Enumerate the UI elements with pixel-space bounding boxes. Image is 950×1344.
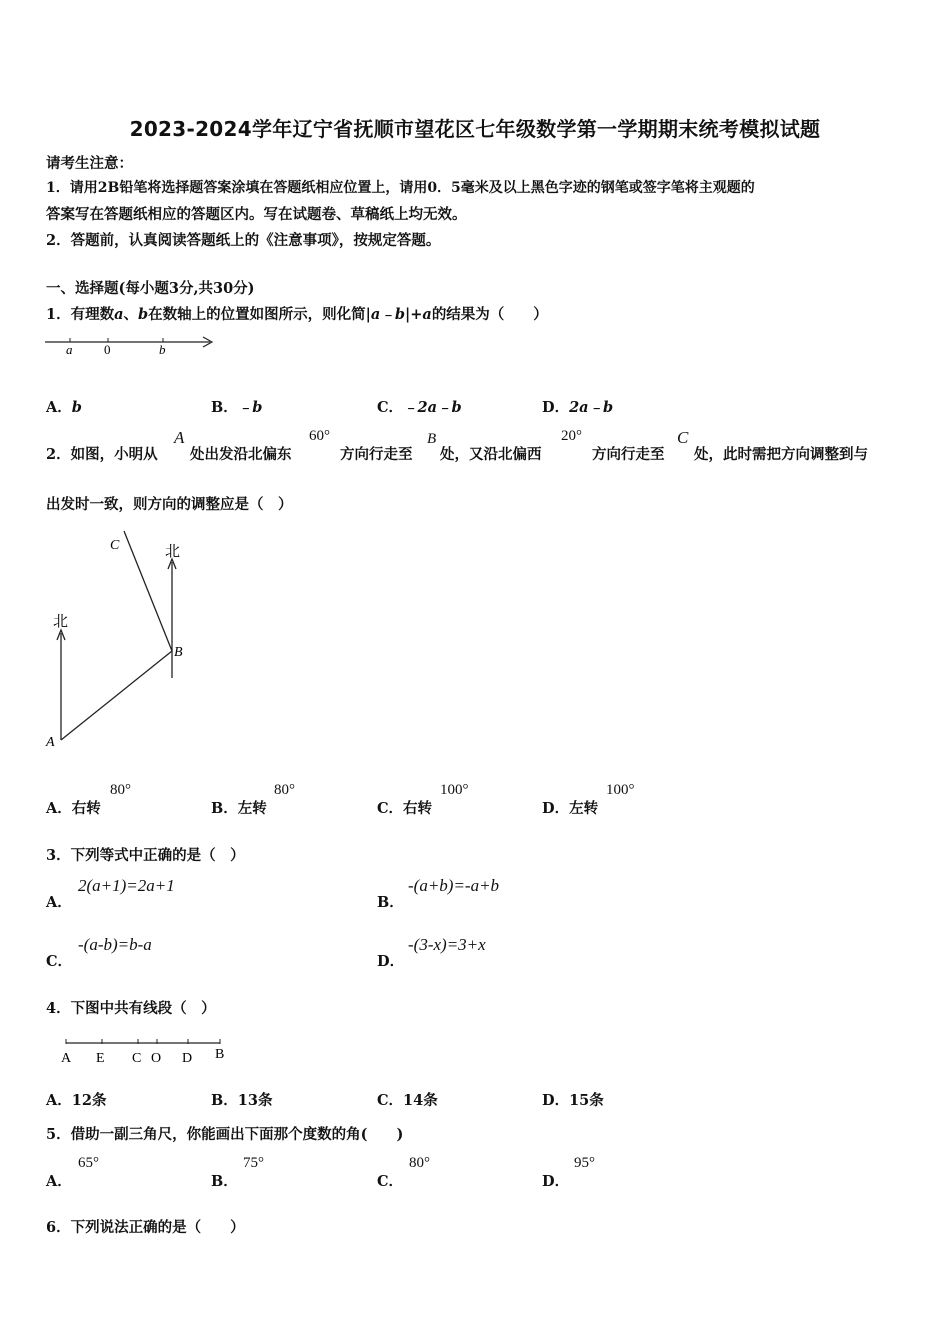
question-1 bbox=[46, 303, 548, 324]
option-label: A．右转 bbox=[46, 800, 101, 817]
option-label: A． bbox=[46, 399, 72, 416]
q2-option-d-degree: 100° bbox=[606, 782, 635, 798]
option-value: 14条 bbox=[403, 1092, 438, 1109]
q3-option-a[interactable]: A． bbox=[46, 894, 72, 911]
point-label-b: B bbox=[174, 645, 183, 660]
q2-line-1-start: 2．如图，小明从 bbox=[46, 446, 158, 463]
q1-text-part: |+ bbox=[404, 306, 423, 323]
direction-figure bbox=[40, 525, 200, 755]
question-6: 6．下列说法正确的是（ ） bbox=[46, 1219, 245, 1236]
question-3: 3．下列等式中正确的是（ ） bbox=[46, 847, 245, 864]
q4-option-d[interactable] bbox=[542, 1089, 604, 1110]
option-label: C． bbox=[377, 399, 404, 416]
q5-option-c-degree: 80° bbox=[409, 1155, 430, 1171]
q3-option-c[interactable]: C． bbox=[46, 953, 73, 970]
q3-option-b[interactable]: B． bbox=[377, 894, 404, 911]
option-label: D． bbox=[542, 1092, 570, 1109]
point-label-a: A bbox=[46, 735, 55, 750]
q2-text-part: 处，又沿北偏西 bbox=[440, 446, 542, 463]
notice-heading: 请考生注意： bbox=[46, 155, 133, 172]
axis-label-zero: 0 bbox=[104, 342, 111, 357]
q3-option-d-expr: -(3-x)=3+x bbox=[408, 935, 486, 954]
q1-text-part: 在数轴上的位置如图所示，则化简| bbox=[148, 306, 371, 323]
notice-line-1: 1．请用2B铅笔将选择题答案涂填在答题纸相应位置上，请用0．5毫米及以上黑色字迹的钢笔或签字笔将主观题的 bbox=[46, 180, 755, 196]
point-label-c: C bbox=[132, 1051, 142, 1066]
option-value: 2a﹣b bbox=[569, 399, 614, 416]
north-label-a: 北 bbox=[53, 614, 69, 630]
option-label: B．左转 bbox=[211, 800, 267, 817]
option-label: B． bbox=[211, 399, 238, 416]
notice-line-3: 2．答题前，认真阅读答题纸上的《注意事项》，按规定答题。 bbox=[46, 232, 441, 249]
q1-text-part: 1．有理数 bbox=[46, 306, 115, 323]
number-line-figure bbox=[40, 326, 220, 362]
q1-var-a: a bbox=[422, 306, 432, 323]
q2-option-a[interactable] bbox=[46, 797, 101, 818]
axis-label-b: b bbox=[159, 342, 166, 357]
q1-option-a[interactable] bbox=[46, 396, 82, 417]
q1-option-b[interactable] bbox=[211, 396, 262, 417]
q3-option-c-expr: -(a-b)=b-a bbox=[78, 935, 152, 954]
q2-option-a-degree: 80° bbox=[110, 782, 131, 798]
q1-expression: a﹣b bbox=[370, 306, 405, 323]
segment-figure bbox=[58, 1036, 238, 1070]
option-label: C． bbox=[377, 1092, 404, 1109]
q2-option-c-degree: 100° bbox=[440, 782, 469, 798]
q3-option-d[interactable]: D． bbox=[377, 953, 405, 970]
option-label: C．右转 bbox=[377, 800, 433, 817]
q4-option-a[interactable] bbox=[46, 1089, 106, 1110]
q1-option-d[interactable] bbox=[542, 396, 613, 417]
q5-option-c[interactable]: C． bbox=[377, 1173, 404, 1190]
point-label-o: O bbox=[151, 1051, 162, 1066]
q2-option-b-degree: 80° bbox=[274, 782, 295, 798]
option-label: D． bbox=[542, 399, 570, 416]
option-value: b bbox=[71, 399, 82, 416]
q1-text-part: 、 bbox=[123, 306, 138, 323]
section-heading: 一、选择题(每小题3分,共30分) bbox=[46, 280, 255, 297]
q5-option-d-degree: 95° bbox=[574, 1155, 595, 1171]
axis-label-a: a bbox=[66, 342, 73, 357]
segment-ab bbox=[61, 651, 172, 740]
option-label: D．左转 bbox=[542, 800, 599, 817]
q2-point-a: A bbox=[174, 428, 185, 447]
q2-option-b[interactable] bbox=[211, 797, 267, 818]
q4-option-c[interactable] bbox=[377, 1089, 438, 1110]
option-value: 13条 bbox=[237, 1092, 273, 1109]
question-4: 4．下图中共有线段（ ） bbox=[46, 1000, 216, 1017]
north-label-b: 北 bbox=[165, 544, 181, 560]
q5-option-d[interactable]: D． bbox=[542, 1173, 570, 1190]
option-value: ﹣b bbox=[237, 399, 263, 416]
q1-var-a: a bbox=[114, 306, 124, 323]
option-label: B． bbox=[211, 1092, 238, 1109]
q5-option-a[interactable]: A． bbox=[46, 1173, 72, 1190]
page-title: 2023-2024学年辽宁省抚顺市望花区七年级数学第一学期期末统考模拟试题 bbox=[129, 117, 821, 141]
q1-var-b: b bbox=[138, 306, 149, 323]
q2-line-2: 出发时一致，则方向的调整应是（ ） bbox=[46, 496, 293, 513]
notice-line-2: 答案写在答题纸相应的答题区内。写在试题卷、草稿纸上均无效。 bbox=[46, 206, 467, 223]
q2-point-b: B bbox=[427, 431, 437, 447]
point-label-d: D bbox=[182, 1051, 193, 1066]
question-5: 5．借助一副三角尺，你能画出下面那个度数的角( ) bbox=[46, 1126, 404, 1143]
point-label-e: E bbox=[96, 1051, 105, 1066]
q2-text-part: 方向行走至 bbox=[340, 446, 413, 463]
point-label-c: C bbox=[110, 538, 120, 553]
q2-text-part: 方向行走至 bbox=[592, 446, 665, 463]
q2-angle-2: 20° bbox=[561, 428, 582, 444]
q5-option-a-degree: 65° bbox=[78, 1155, 99, 1171]
q3-option-b-expr: -(a+b)=-a+b bbox=[408, 876, 500, 895]
q2-point-c: C bbox=[677, 428, 689, 447]
q1-option-c[interactable] bbox=[377, 396, 462, 417]
option-value: 12条 bbox=[71, 1092, 107, 1109]
option-label: A． bbox=[46, 1092, 72, 1109]
q5-option-b-degree: 75° bbox=[243, 1155, 264, 1171]
q3-option-a-expr: 2(a+1)=2a+1 bbox=[78, 876, 175, 895]
q2-text-part: 处，此时需把方向调整到与 bbox=[694, 446, 868, 463]
q2-option-c[interactable] bbox=[377, 797, 432, 818]
q4-option-b[interactable] bbox=[211, 1089, 272, 1110]
option-value: ﹣2a﹣b bbox=[403, 399, 462, 416]
q2-option-d[interactable] bbox=[542, 797, 598, 818]
q5-option-b[interactable]: B． bbox=[211, 1173, 238, 1190]
q2-text-part: 处出发沿北偏东 bbox=[190, 446, 292, 463]
point-label-b: B bbox=[215, 1047, 225, 1062]
q2-angle-1: 60° bbox=[309, 428, 330, 444]
point-label-a: A bbox=[61, 1051, 72, 1066]
q1-text-part: 的结果为（ ） bbox=[431, 306, 548, 323]
option-value: 15条 bbox=[569, 1092, 604, 1109]
